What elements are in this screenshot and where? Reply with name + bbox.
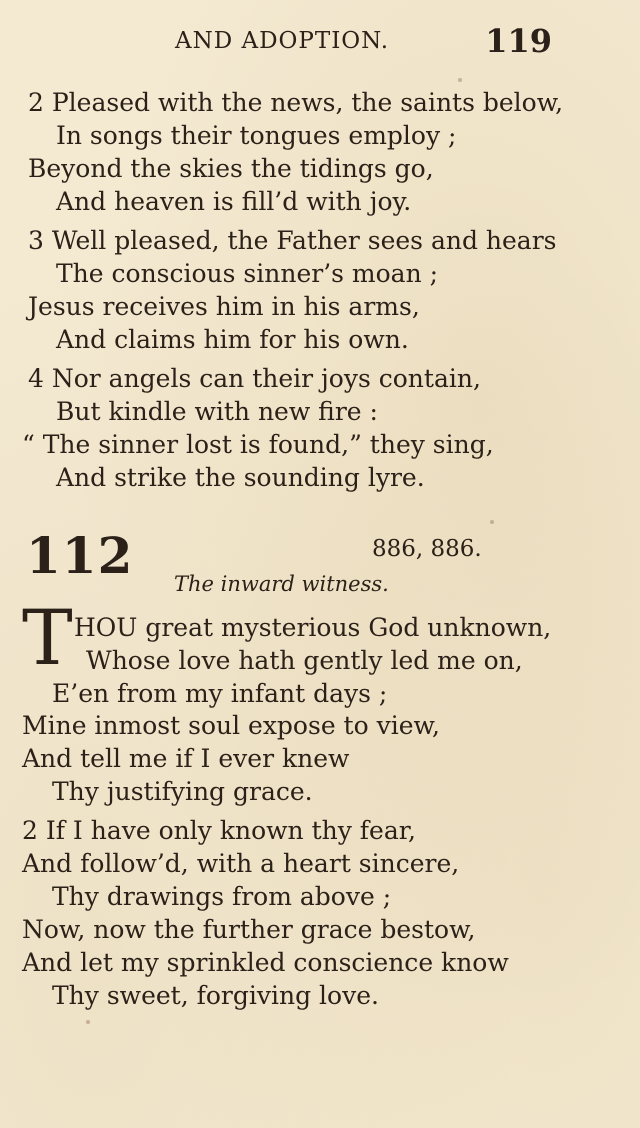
verse-line: The conscious sinner’s moan ; bbox=[56, 259, 439, 288]
verse-line: And heaven is fill’d with joy. bbox=[56, 187, 412, 216]
hymn-number: 112 bbox=[26, 526, 134, 585]
running-head: AND ADOPTION. bbox=[175, 28, 390, 54]
verse-line: And tell me if I ever knew bbox=[22, 744, 350, 773]
verse-line: 4 Nor angels can their joys contain, bbox=[28, 364, 481, 393]
verse-line: And follow’d, with a heart sincere, bbox=[22, 849, 460, 878]
verse-line: Thy justifying grace. bbox=[52, 777, 313, 806]
verse-line: Mine inmost soul expose to view, bbox=[22, 711, 440, 740]
verse-line: And strike the sounding lyre. bbox=[56, 463, 425, 492]
verse-line: 2 If I have only known thy fear, bbox=[22, 816, 416, 845]
verse-line: HOU great mysterious God unknown, bbox=[74, 613, 552, 642]
verse-line: E’en from my infant days ; bbox=[52, 679, 388, 708]
hymn-meter: 886, 886. bbox=[372, 536, 482, 562]
verse-line: Beyond the skies the tidings go, bbox=[28, 154, 434, 183]
verse-line: 2 Pleased with the news, the saints below, bbox=[28, 88, 564, 117]
hymn-title: The inward witness. bbox=[174, 572, 389, 596]
verse-line: “ The sinner lost is found,” they sing, bbox=[22, 430, 494, 459]
verse-line: Whose love hath gently led me on, bbox=[86, 646, 523, 675]
verse-line: 3 Well pleased, the Father sees and hears bbox=[28, 226, 557, 255]
verse-line: Now, now the further grace bestow, bbox=[22, 915, 476, 944]
page-number: 119 bbox=[485, 22, 552, 60]
verse-line: Thy drawings from above ; bbox=[52, 882, 392, 911]
verse-line: And let my sprinkled conscience know bbox=[22, 948, 509, 977]
verse-line: And claims him for his own. bbox=[56, 325, 409, 354]
drop-cap: T bbox=[22, 593, 73, 682]
verse-line: But kindle with new fire : bbox=[56, 397, 378, 426]
verse-line: Thy sweet, forgiving love. bbox=[52, 981, 379, 1010]
verse-line: Jesus receives him in his arms, bbox=[28, 292, 420, 321]
verse-line: In songs their tongues employ ; bbox=[56, 121, 457, 150]
